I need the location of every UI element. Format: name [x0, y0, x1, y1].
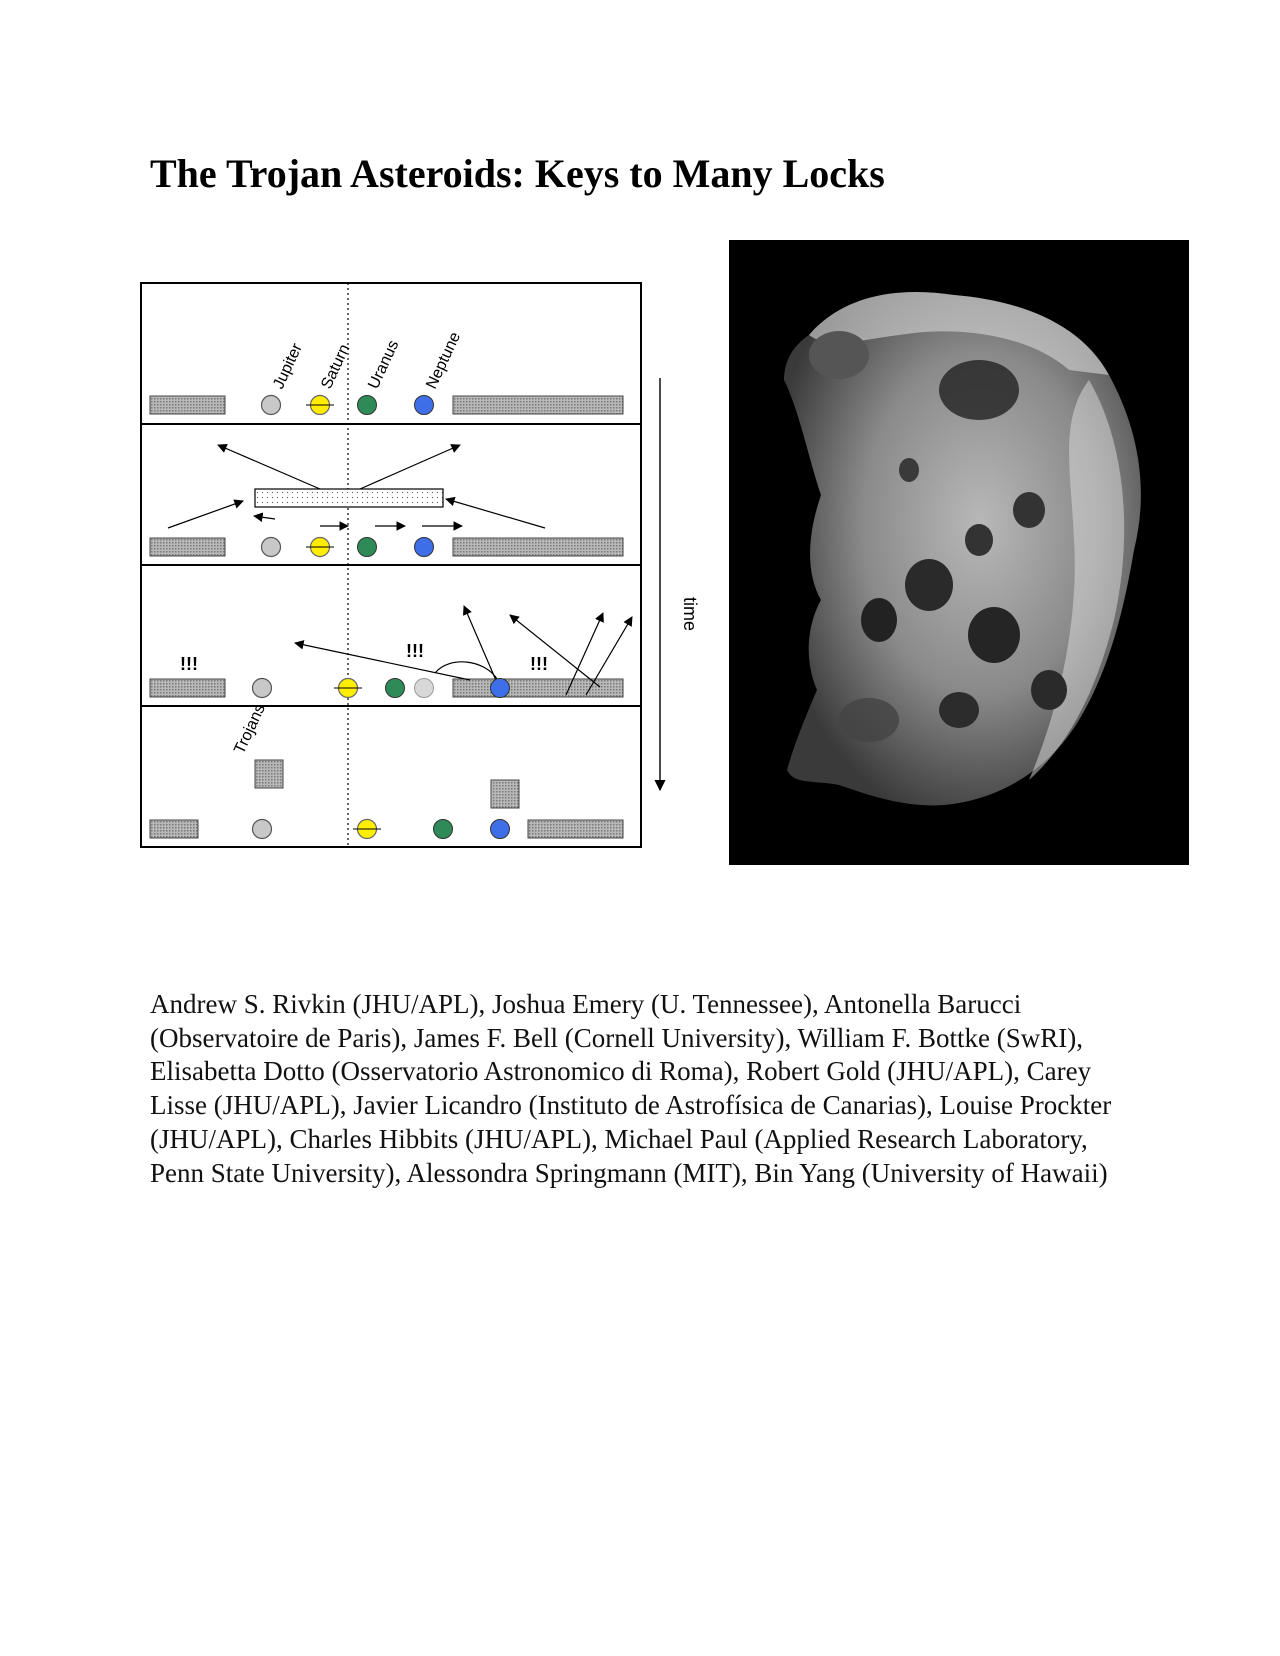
uranus-planet — [358, 538, 377, 557]
neptune-planet — [491, 679, 510, 698]
inner-disk — [150, 820, 198, 838]
jupiter-label: Jupiter — [270, 340, 306, 392]
outer-disk — [453, 396, 623, 414]
uranus-planet — [358, 396, 377, 415]
jupiter-planet — [262, 396, 281, 415]
alert-mark: !!! — [530, 654, 548, 674]
neptune-planet — [415, 538, 434, 557]
asteroid-photo-icon — [729, 240, 1189, 865]
former-position — [415, 679, 434, 698]
scattered-disk — [255, 489, 443, 507]
time-label: time — [680, 597, 700, 632]
neptune-planet — [491, 820, 510, 839]
uranus-planet — [386, 679, 405, 698]
neptune-planet — [415, 396, 434, 415]
trojans-label: Trojans — [231, 701, 269, 757]
jupiter-planet — [253, 820, 272, 839]
neptune-label: Neptune — [423, 329, 465, 392]
alert-mark: !!! — [406, 641, 424, 661]
outer-disk — [528, 820, 623, 838]
saturn-label: Saturn — [318, 341, 354, 392]
jupiter-planet — [262, 538, 281, 557]
jupiter-trojans — [255, 760, 283, 788]
author-list: Andrew S. Rivkin (JHU/APL), Joshua Emery (U. Tennessee), Antonella Barucci (Observatoire de Paris), James F. Bell (Cornell University), William F. Bottke (SwRI), Elisabetta Dotto (Osservatorio Astronomico di Roma), Robert Gold (JHU/APL), Carey Lisse (JHU/APL), Javier Licandro (Instituto de Astrofísica de Canarias), Louise Prockter (JHU/APL), Charles Hibbits (JHU/APL), Michael Paul (Applied Research Laboratory, Penn State University), Alessondra Springmann (MIT), Bin Yang (University of Hawaii) — [150, 989, 1112, 1188]
inner-disk — [150, 538, 225, 556]
jupiter-planet — [253, 679, 272, 698]
document-title: The Trojan Asteroids: Keys to Many Locks — [150, 151, 885, 196]
outer-disk — [453, 538, 623, 556]
outer-disk — [453, 679, 623, 697]
uranus-label: Uranus — [365, 337, 403, 392]
neptune-trojans — [491, 780, 519, 808]
alert-mark: !!! — [180, 654, 198, 674]
inner-disk — [150, 679, 225, 697]
migration-diagram — [130, 275, 700, 855]
inner-disk — [150, 396, 225, 414]
uranus-planet — [434, 820, 453, 839]
asteroid-photo — [729, 240, 1189, 865]
